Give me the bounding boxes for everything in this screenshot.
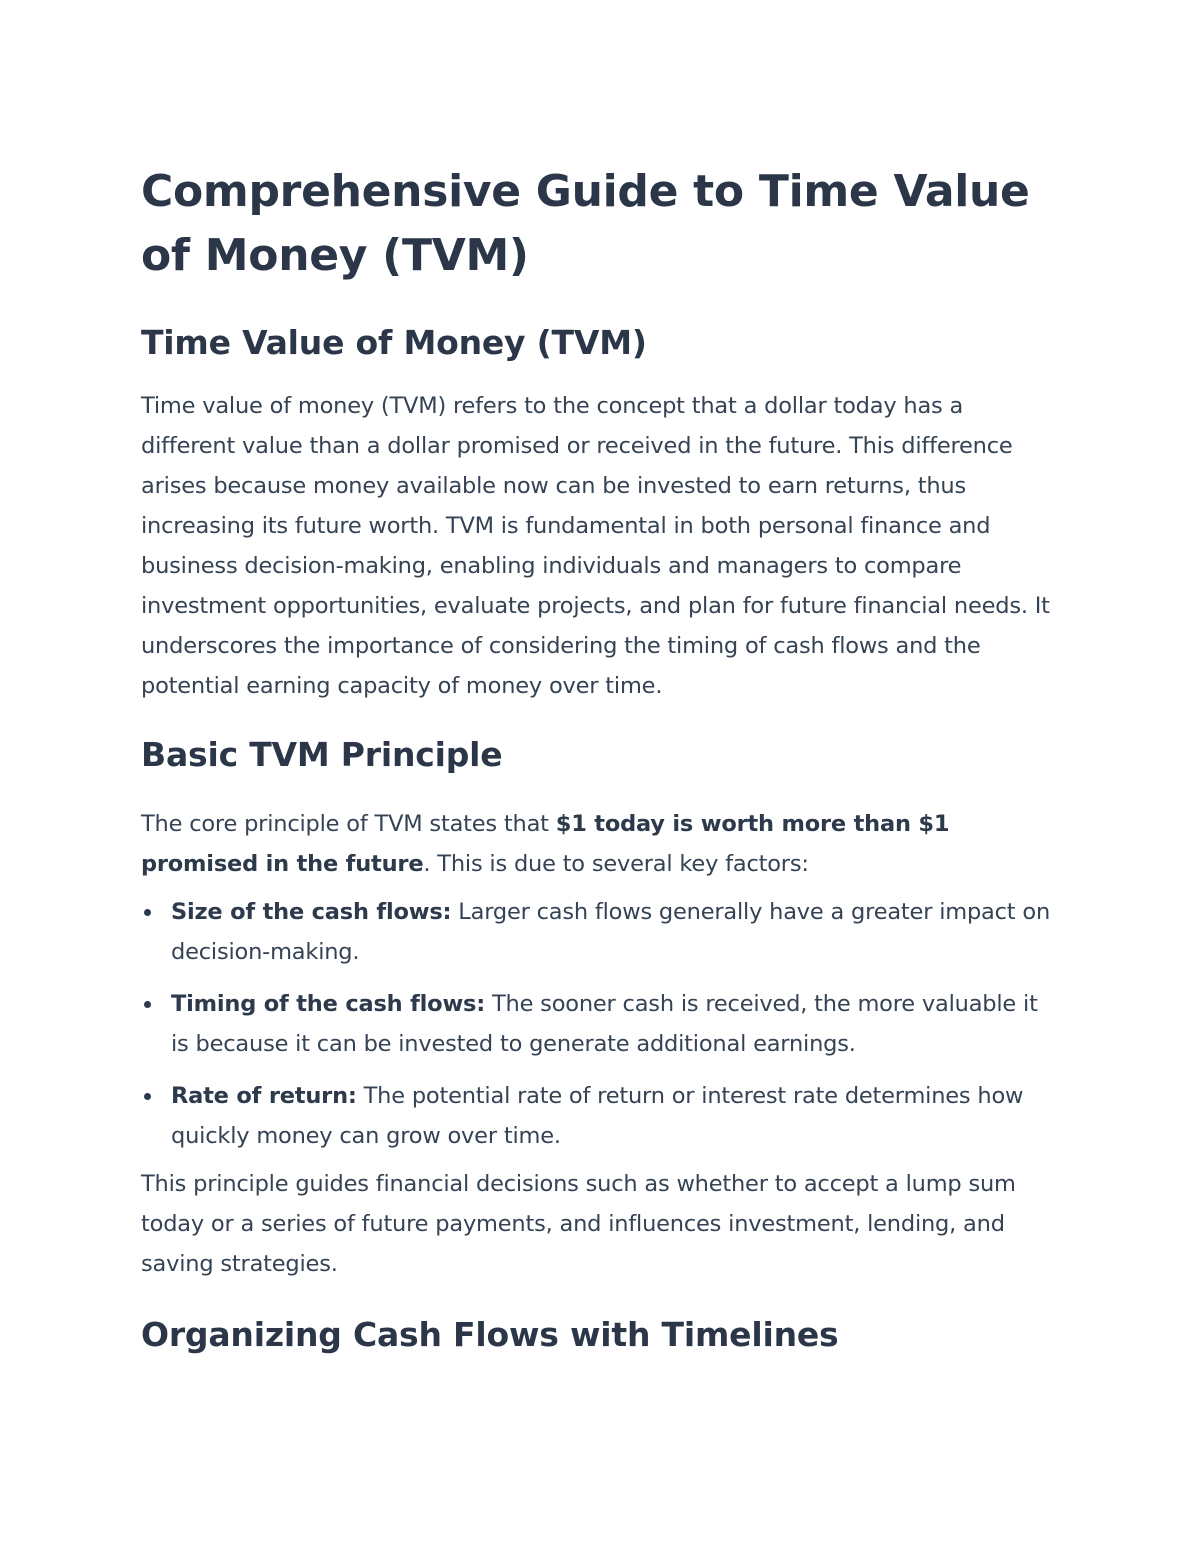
- list-item: [141, 1076, 1061, 1156]
- factor-text: The potential rate of return or interest rate determines how quickly money can grow over time.: [171, 1083, 1024, 1149]
- core-principle-paragraph: [141, 804, 1061, 884]
- key-factors-list: [141, 892, 1061, 1156]
- document-page: [141, 160, 1061, 1356]
- principle-closing-paragraph: This principle guides financial decisions such as whether to accept a lump sum today or a series of future payments, and influences investment, lending, and saving strategies.: [141, 1171, 1016, 1277]
- core-principle-emphasis: $1 today is worth more than $1 promised in the future: [141, 811, 950, 877]
- factor-term: Size of the cash flows:: [171, 899, 452, 925]
- factor-text: The sooner cash is received, the more valuable it is because it can be invested to generate additional earnings.: [171, 991, 1038, 1057]
- list-item: [141, 984, 1061, 1064]
- section-heading-tvm: Time Value of Money (TVM): [141, 323, 647, 362]
- bullet-icon: [144, 1001, 151, 1008]
- bullet-icon: [144, 1093, 151, 1100]
- core-principle-prefix: The core principle of TVM states that: [141, 811, 556, 837]
- tvm-intro-paragraph: Time value of money (TVM) refers to the concept that a dollar today has a different value than a dollar promised or received in the future. This difference arises because money available now can be invested to earn returns, thus increasing its future worth. TVM is fundamental in both personal finance and business decision-making, enabling individuals and managers to compare investment opportunities, evaluate projects, and plan for future financial needs. It underscores the importance of considering the timing of cash flows and the potential earning capacity of money over time.: [141, 393, 1050, 699]
- factor-term: Rate of return:: [171, 1083, 357, 1109]
- list-item: [141, 892, 1061, 972]
- section-heading-timelines: Organizing Cash Flows with Timelines: [141, 1315, 839, 1354]
- page-title: Comprehensive Guide to Time Value of Money (TVM): [141, 166, 1030, 281]
- core-principle-suffix: . This is due to several key factors:: [423, 851, 809, 877]
- section-heading-basic-principle: Basic TVM Principle: [141, 735, 503, 774]
- factor-term: Timing of the cash flows:: [171, 991, 486, 1017]
- factor-text: Larger cash flows generally have a greater impact on decision-making.: [171, 899, 1051, 965]
- bullet-icon: [144, 909, 151, 916]
